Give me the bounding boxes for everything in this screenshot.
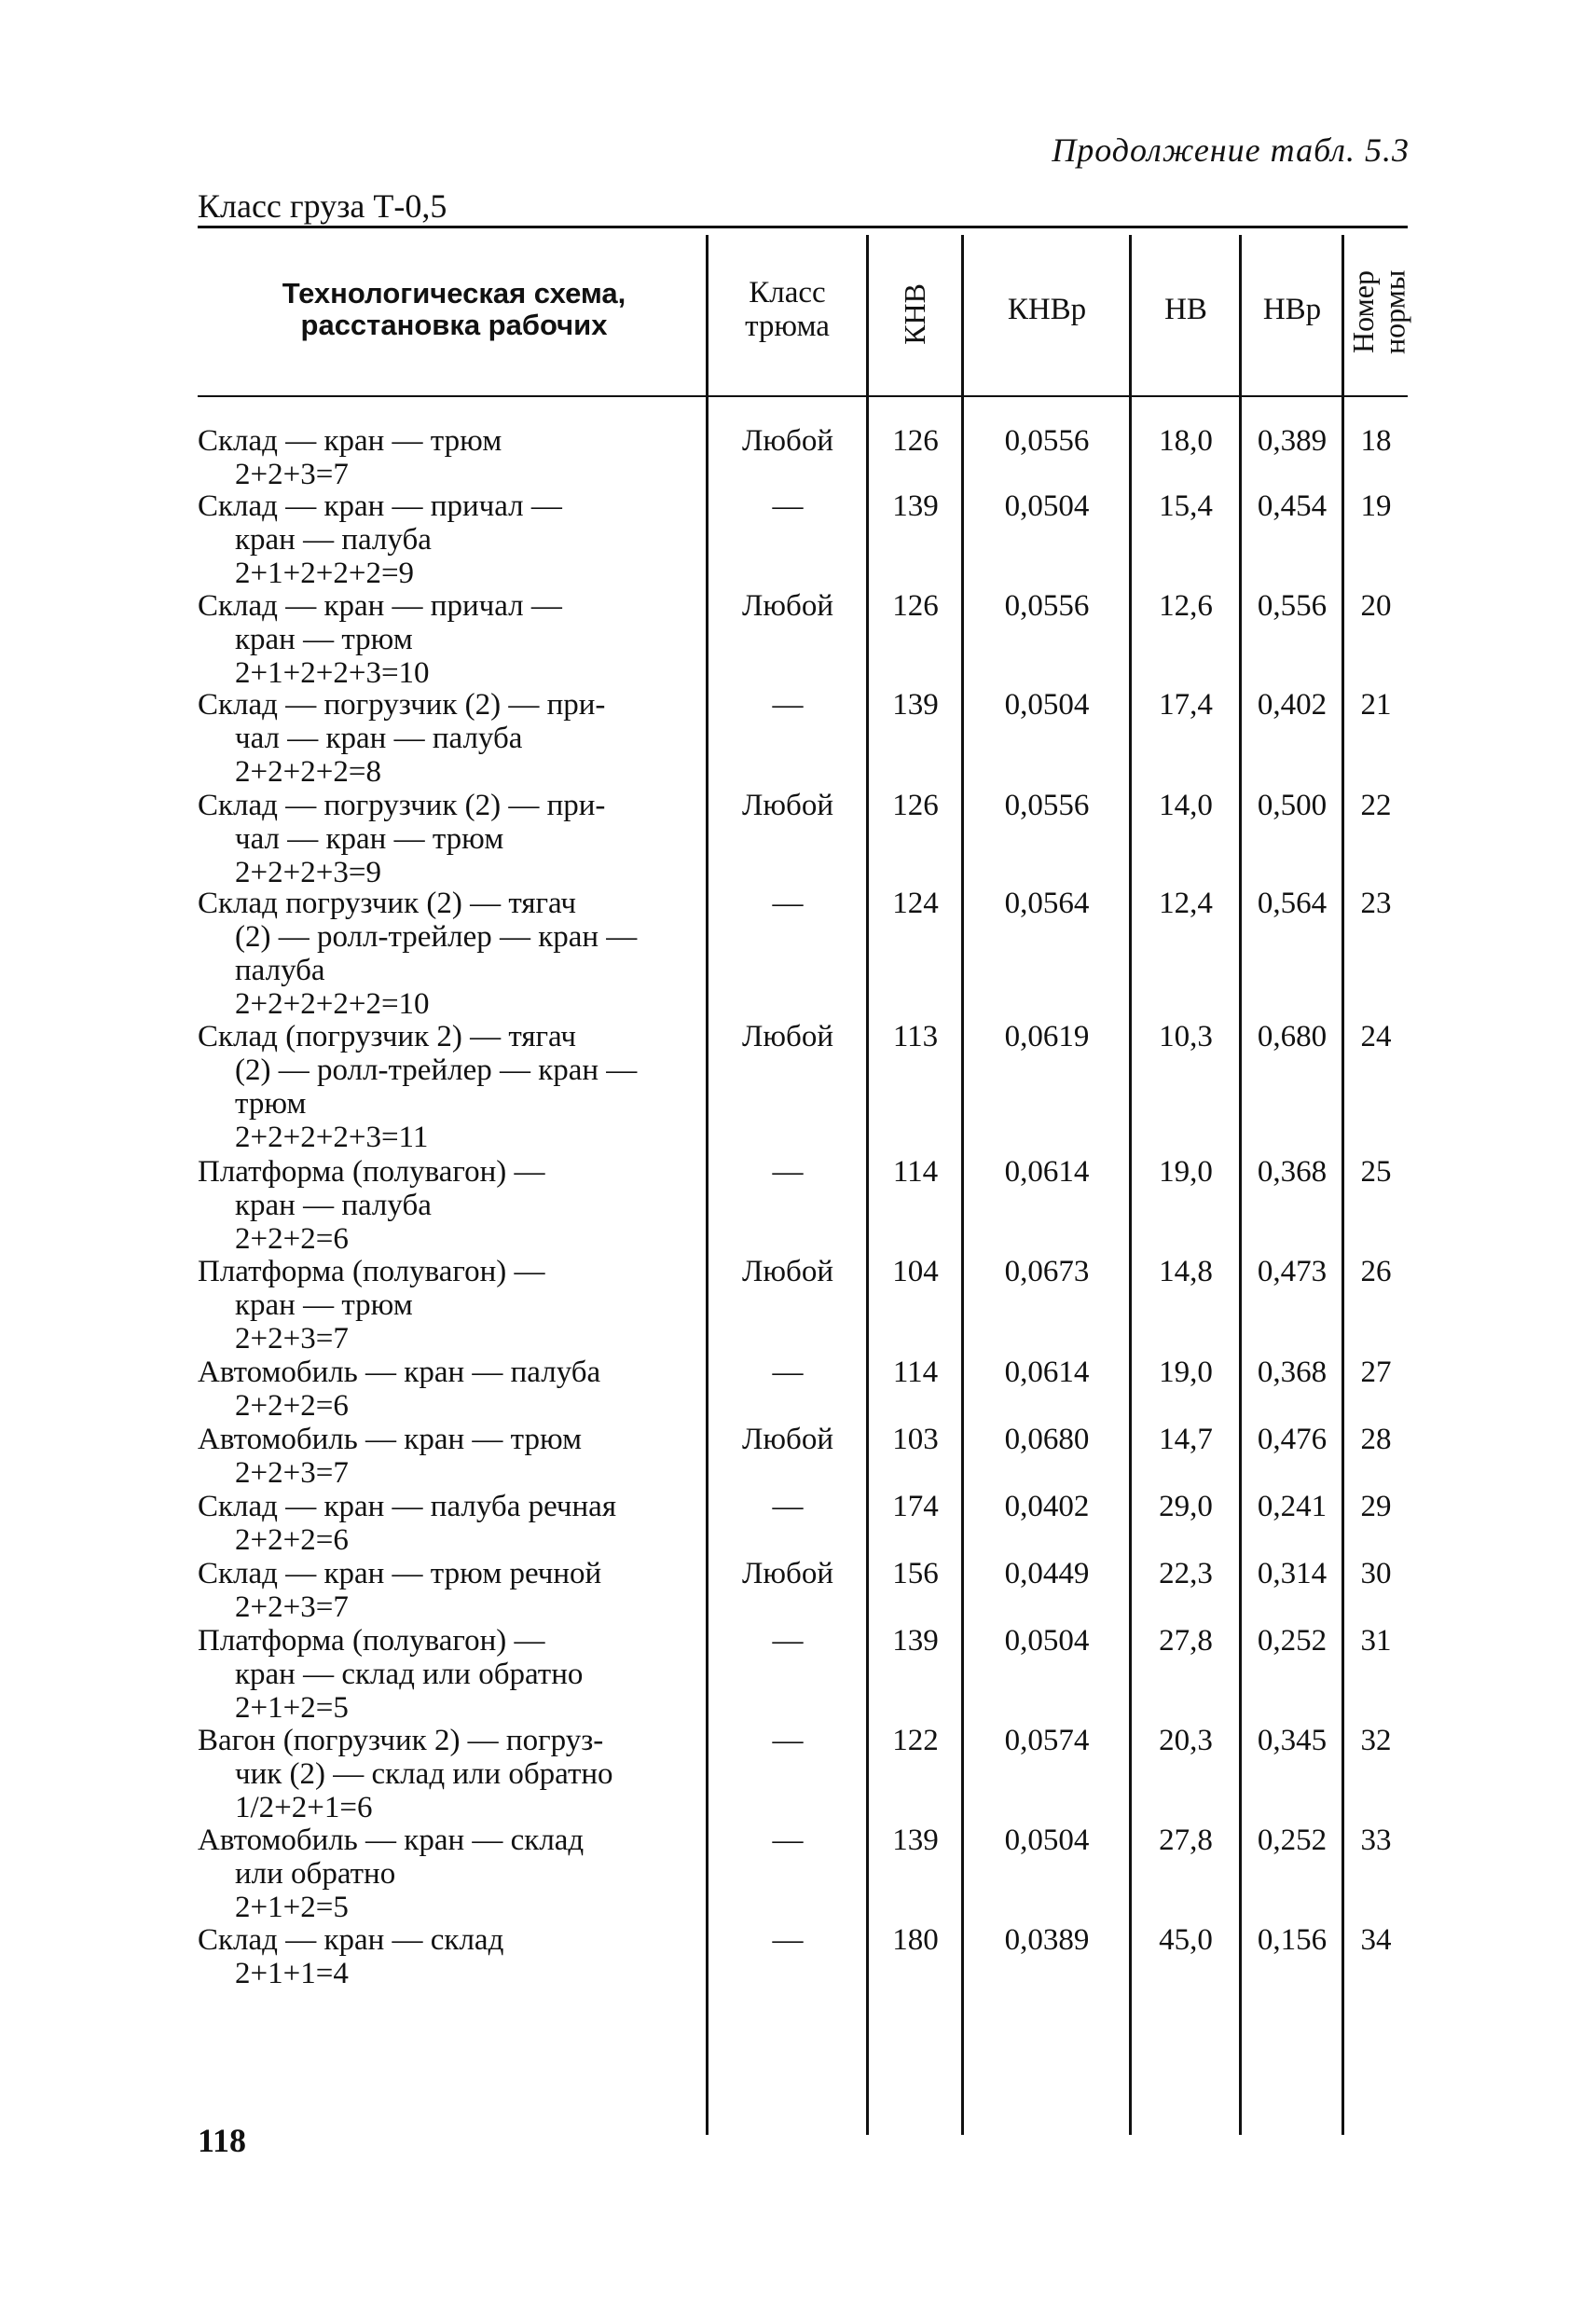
- scheme-cell: [198, 887, 706, 1021]
- nv-cell: 18,0: [1159, 424, 1213, 458]
- scheme-line: 2+2+3=7: [235, 1456, 349, 1490]
- nvr-cell: 0,156: [1257, 1923, 1328, 1957]
- norm-number-cell: 29: [1360, 1490, 1392, 1523]
- scheme-line: 2+2+2+2+2=10: [235, 987, 430, 1021]
- nv-cell: 20,3: [1159, 1724, 1213, 1757]
- scheme-cell: [198, 1155, 706, 1256]
- norm-number-cell: 22: [1360, 789, 1392, 822]
- hold-class-cell: Любой: [742, 1020, 833, 1053]
- norm-number-cell: 18: [1360, 424, 1392, 458]
- nvr-cell: 0,252: [1257, 1624, 1328, 1658]
- hold-class-cell: Любой: [742, 1557, 833, 1590]
- scheme-line: 2+2+3=7: [235, 1322, 349, 1356]
- nv-cell: 15,4: [1159, 489, 1213, 523]
- nvr-cell: 0,368: [1257, 1356, 1328, 1389]
- scheme-line: 1/2+2+1=6: [235, 1791, 373, 1824]
- nv-cell: 19,0: [1159, 1155, 1213, 1189]
- hold-class-cell: —: [772, 1724, 804, 1757]
- knv-cell: 139: [892, 1624, 939, 1658]
- knv-cell: 156: [892, 1557, 939, 1590]
- knvr-cell: 0,0504: [1004, 1624, 1090, 1658]
- knv-cell: 103: [892, 1423, 939, 1456]
- scheme-cell: [198, 1823, 706, 1924]
- header-hold-class: Класс трюма: [745, 275, 830, 343]
- header-scheme: Технологическая схема, расстановка рабочих: [282, 276, 626, 341]
- hold-class-cell: —: [772, 887, 804, 920]
- knvr-cell: 0,0504: [1004, 688, 1090, 722]
- norm-number-cell: 24: [1360, 1020, 1392, 1053]
- hold-class-cell: —: [772, 1155, 804, 1189]
- scheme-cell: [198, 1557, 706, 1624]
- scheme-line: Платформа (полувагон) —: [198, 1155, 545, 1189]
- scheme-line: 2+2+2=6: [235, 1523, 349, 1557]
- scheme-line: Склад погрузчик (2) — тягач: [198, 887, 576, 920]
- scheme-line: Платформа (полувагон) —: [198, 1624, 545, 1658]
- scheme-line: 2+1+2+2+2=9: [235, 557, 415, 590]
- scheme-line: Автомобиль — кран — склад: [198, 1823, 585, 1857]
- norm-number-cell: 33: [1360, 1823, 1392, 1857]
- nv-cell: 19,0: [1159, 1356, 1213, 1389]
- header-nv: НВ: [1164, 292, 1207, 326]
- scheme-cell: [198, 589, 706, 690]
- norm-number-cell: 25: [1360, 1155, 1392, 1189]
- nv-cell: 14,7: [1159, 1423, 1213, 1456]
- knvr-cell: 0,0680: [1004, 1423, 1090, 1456]
- scheme-line: Склад — кран — трюм: [198, 424, 502, 458]
- nvr-cell: 0,500: [1257, 789, 1328, 822]
- scheme-line: 2+1+2+2+3=10: [235, 656, 430, 690]
- scheme-cell: [198, 1624, 706, 1725]
- knvr-cell: 0,0614: [1004, 1356, 1090, 1389]
- scheme-line: Вагон (погрузчик 2) — погруз-: [198, 1724, 604, 1757]
- scheme-line: чал — кран — трюм: [235, 822, 504, 856]
- nvr-cell: 0,241: [1257, 1490, 1328, 1523]
- knv-cell: 126: [892, 589, 939, 623]
- scheme-line: 2+1+1=4: [235, 1957, 349, 1990]
- header-knv-text: КНВ: [898, 283, 932, 345]
- table-continuation-label: Продолжение табл. 5.3: [1052, 131, 1410, 169]
- nvr-cell: 0,345: [1257, 1724, 1328, 1757]
- nv-cell: 22,3: [1159, 1557, 1213, 1590]
- scheme-line: Склад — погрузчик (2) — при-: [198, 789, 606, 822]
- knv-cell: 122: [892, 1724, 939, 1757]
- knvr-cell: 0,0556: [1004, 424, 1090, 458]
- knvr-cell: 0,0504: [1004, 1823, 1090, 1857]
- norm-number-cell: 19: [1360, 489, 1392, 523]
- knvr-cell: 0,0449: [1004, 1557, 1090, 1590]
- scheme-line: чик (2) — склад или обратно: [235, 1757, 613, 1791]
- scheme-line: 2+1+2=5: [235, 1891, 349, 1924]
- nvr-cell: 0,564: [1257, 887, 1328, 920]
- norm-number-cell: 34: [1360, 1923, 1392, 1957]
- nvr-cell: 0,680: [1257, 1020, 1328, 1053]
- scheme-line: 2+2+2=6: [235, 1389, 349, 1423]
- norms-table: [198, 226, 1411, 2146]
- scheme-line: 2+2+2=6: [235, 1222, 349, 1256]
- scheme-line: Платформа (полувагон) —: [198, 1255, 545, 1288]
- scheme-line: кран — трюм: [235, 1288, 413, 1322]
- header-knvr: КНВр: [1007, 292, 1087, 326]
- knv-cell: 124: [892, 887, 939, 920]
- knvr-cell: 0,0556: [1004, 589, 1090, 623]
- hold-class-cell: —: [772, 688, 804, 722]
- hold-class-cell: Любой: [742, 789, 833, 822]
- norm-number-cell: 23: [1360, 887, 1392, 920]
- scheme-line: трюм: [235, 1087, 307, 1121]
- knv-cell: 126: [892, 789, 939, 822]
- norm-number-cell: 27: [1360, 1356, 1392, 1389]
- knvr-cell: 0,0556: [1004, 789, 1090, 822]
- nv-cell: 14,0: [1159, 789, 1213, 822]
- scheme-cell: [198, 1255, 706, 1356]
- page-number: 118: [198, 2122, 247, 2159]
- scheme-cell: [198, 424, 706, 491]
- nv-cell: 29,0: [1159, 1490, 1213, 1523]
- knv-cell: 139: [892, 688, 939, 722]
- knvr-cell: 0,0504: [1004, 489, 1090, 523]
- knv-cell: 174: [892, 1490, 939, 1523]
- scheme-cell: [198, 1923, 706, 1990]
- hold-class-cell: —: [772, 1490, 804, 1523]
- scheme-line: Автомобиль — кран — палуба: [198, 1356, 601, 1389]
- header-norm-number-text: Номер нормы: [1346, 269, 1411, 354]
- scheme-line: Склад — кран — склад: [198, 1923, 504, 1957]
- scheme-cell: [198, 489, 706, 590]
- scheme-line: Склад — погрузчик (2) — при-: [198, 688, 606, 722]
- table-top-rule: [198, 226, 1408, 228]
- nvr-cell: 0,389: [1257, 424, 1328, 458]
- norm-number-cell: 32: [1360, 1724, 1392, 1757]
- knv-cell: 114: [892, 1155, 939, 1189]
- norm-number-cell: 30: [1360, 1557, 1392, 1590]
- nvr-cell: 0,252: [1257, 1823, 1328, 1857]
- knv-cell: 126: [892, 424, 939, 458]
- scheme-line: Склад — кран — причал —: [198, 489, 562, 523]
- nvr-cell: 0,556: [1257, 589, 1328, 623]
- scheme-line: 2+2+3=7: [235, 1590, 349, 1624]
- knvr-cell: 0,0389: [1004, 1923, 1090, 1957]
- knvr-cell: 0,0673: [1004, 1255, 1090, 1288]
- knvr-cell: 0,0614: [1004, 1155, 1090, 1189]
- knv-cell: 113: [892, 1020, 939, 1053]
- norm-number-cell: 31: [1360, 1624, 1392, 1658]
- norm-number-cell: 20: [1360, 589, 1392, 623]
- knvr-cell: 0,0564: [1004, 887, 1090, 920]
- scheme-line: палуба: [235, 954, 325, 987]
- cargo-class-label: Класс груза Т-0,5: [198, 187, 447, 225]
- scheme-line: Склад — кран — причал —: [198, 589, 562, 623]
- knvr-cell: 0,0574: [1004, 1724, 1090, 1757]
- header-knv: [869, 235, 962, 393]
- nv-cell: 14,8: [1159, 1255, 1213, 1288]
- norm-number-cell: 26: [1360, 1255, 1392, 1288]
- scheme-line: Автомобиль — кран — трюм: [198, 1423, 583, 1456]
- nv-cell: 12,4: [1159, 887, 1213, 920]
- scheme-line: Склад — кран — трюм речной: [198, 1557, 602, 1590]
- nv-cell: 10,3: [1159, 1020, 1213, 1053]
- knvr-cell: 0,0619: [1004, 1020, 1090, 1053]
- nv-cell: 12,6: [1159, 589, 1213, 623]
- scheme-cell: [198, 789, 706, 889]
- scheme-line: или обратно: [235, 1857, 396, 1891]
- scheme-line: 2+2+2+2+3=11: [235, 1121, 429, 1154]
- nv-cell: 17,4: [1159, 688, 1213, 722]
- header-bottom-rule: [198, 395, 1408, 397]
- nvr-cell: 0,314: [1257, 1557, 1328, 1590]
- hold-class-cell: —: [772, 489, 804, 523]
- scheme-cell: [198, 688, 706, 789]
- scheme-line: 2+2+2+2=8: [235, 755, 381, 789]
- scheme-cell: [198, 1724, 706, 1824]
- scheme-line: (2) — ролл-трейлер — кран —: [235, 920, 638, 954]
- knv-cell: 139: [892, 1823, 939, 1857]
- hold-class-cell: Любой: [742, 589, 833, 623]
- knv-cell: 114: [892, 1356, 939, 1389]
- scheme-cell: [198, 1020, 706, 1154]
- scheme-line: 2+2+2+3=9: [235, 856, 381, 889]
- hold-class-cell: —: [772, 1356, 804, 1389]
- scheme-line: кран — склад или обратно: [235, 1658, 584, 1691]
- nvr-cell: 0,473: [1257, 1255, 1328, 1288]
- header-nvr: НВр: [1262, 292, 1322, 326]
- knv-cell: 180: [892, 1923, 939, 1957]
- nv-cell: 27,8: [1159, 1624, 1213, 1658]
- norm-number-cell: 28: [1360, 1423, 1392, 1456]
- scheme-cell: [198, 1423, 706, 1490]
- header-norm-number: [1344, 230, 1411, 393]
- scheme-line: кран — трюм: [235, 623, 413, 656]
- nvr-cell: 0,476: [1257, 1423, 1328, 1456]
- hold-class-cell: Любой: [742, 1255, 833, 1288]
- hold-class-cell: —: [772, 1624, 804, 1658]
- scheme-line: 2+2+3=7: [235, 458, 349, 491]
- hold-class-cell: —: [772, 1823, 804, 1857]
- hold-class-cell: Любой: [742, 424, 833, 458]
- nvr-cell: 0,454: [1257, 489, 1328, 523]
- nvr-cell: 0,368: [1257, 1155, 1328, 1189]
- knv-cell: 104: [892, 1255, 939, 1288]
- hold-class-cell: —: [772, 1923, 804, 1957]
- scheme-line: Склад — кран — палуба речная: [198, 1490, 617, 1523]
- knvr-cell: 0,0402: [1004, 1490, 1090, 1523]
- scheme-cell: [198, 1490, 706, 1557]
- hold-class-cell: Любой: [742, 1423, 833, 1456]
- nv-cell: 45,0: [1159, 1923, 1213, 1957]
- scheme-line: чал — кран — палуба: [235, 722, 523, 755]
- norm-number-cell: 21: [1360, 688, 1392, 722]
- knv-cell: 139: [892, 489, 939, 523]
- nv-cell: 27,8: [1159, 1823, 1213, 1857]
- scheme-line: 2+1+2=5: [235, 1691, 349, 1725]
- scheme-line: кран — палуба: [235, 1189, 432, 1222]
- nvr-cell: 0,402: [1257, 688, 1328, 722]
- scheme-line: (2) — ролл-трейлер — кран —: [235, 1053, 638, 1087]
- scheme-cell: [198, 1356, 706, 1423]
- scheme-line: кран — палуба: [235, 523, 432, 557]
- scheme-line: Склад (погрузчик 2) — тягач: [198, 1020, 576, 1053]
